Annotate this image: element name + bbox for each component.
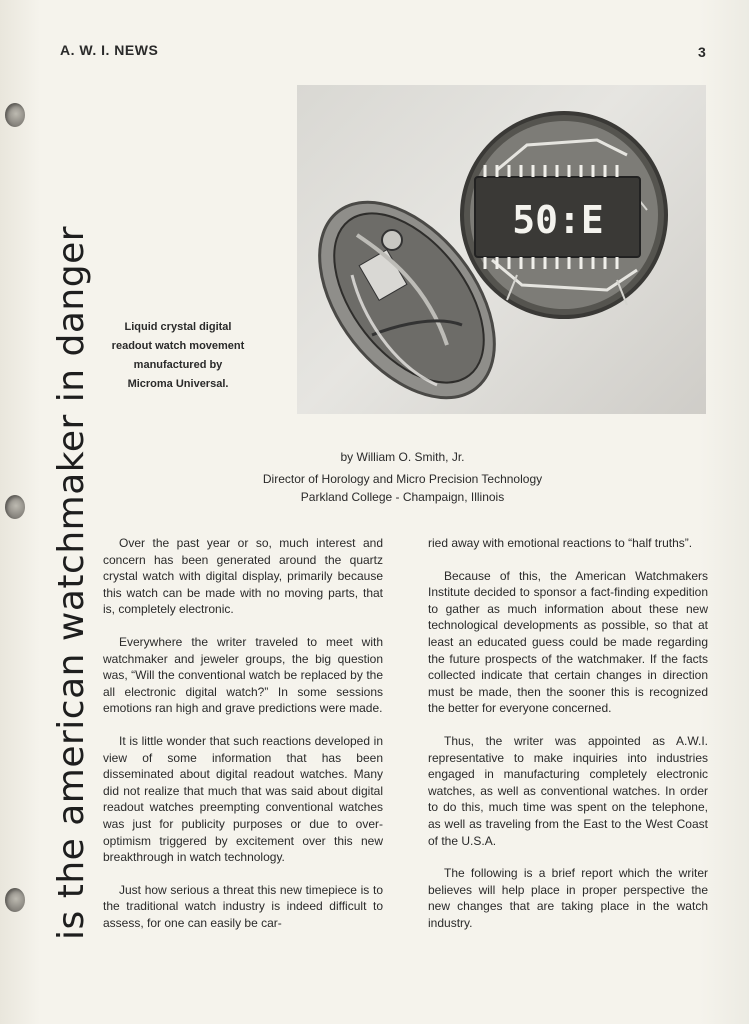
- page-number: 3: [698, 44, 706, 60]
- watch-movement-photo: [297, 85, 706, 414]
- author-title: Director of Horology and Micro Precision Technology: [262, 472, 543, 486]
- article-column-left: [103, 535, 383, 947]
- lcd-readout: 50:E: [512, 198, 604, 242]
- publication-header: A. W. I. NEWS: [60, 42, 159, 58]
- article-column-right: [428, 535, 708, 947]
- paragraph: ried away with emotional reactions to “half truths”.: [428, 536, 693, 550]
- binder-hole-bottom: [5, 888, 25, 912]
- paragraph: Everywhere the writer traveled to meet with watchmaker and jeweler groups, the big question was, “Will the conventional watch be replaced by the all electronic digital watch?” In some sessions emotions ran high and grave predictions were made.: [103, 634, 383, 716]
- caption-line: readout watch movement: [111, 340, 245, 352]
- article-title: is the american watchmaker in danger: [51, 225, 92, 940]
- caption-line: manufactured by: [133, 359, 223, 371]
- byline: [230, 448, 575, 506]
- paragraph: It is little wonder that such reactions developed in view of some information that has been disseminated about digital readout watches. Many did not realize that much that was said about digital readout watches preempting conventional watches was just for publicity purposes or due to over-optimism triggered by excitement over this new breakthrough in watch technology.: [103, 733, 383, 865]
- photo-caption: [100, 318, 256, 394]
- paragraph: Just how serious a threat this new timepiece is to the traditional watch industry is indeed difficult to assess, for one can easily be car-: [103, 882, 383, 930]
- author-affiliation: Parkland College - Champaign, Illinois: [300, 490, 505, 504]
- paragraph: Because of this, the American Watchmakers Institute decided to sponsor a fact-finding expedition to gather as much information about these new technological developments as possible, so that at least an educated guess could be made regarding the future prospects of the watchmaker. If the facts collected indicate that certain changes in direction must be made, then the sooner this is recognized the better for everyone concerned.: [428, 568, 708, 716]
- caption-line: Microma Universal.: [127, 378, 229, 390]
- paragraph: The following is a brief report which the writer believes will help place in proper perspective the new changes that are taking place in the watch industry.: [428, 866, 708, 930]
- paragraph: Thus, the writer was appointed as A.W.I. representative to make inquiries into industries engaged in manufacturing completely electronic watches, as well as conventional watches. In order to do this, much time was spent on the telephone, as well as traveling from the East to the West Coast of the U.S.A.: [428, 733, 708, 848]
- watch-module-face-view: [462, 113, 666, 317]
- binder-hole-middle: [5, 495, 25, 519]
- binder-hole-top: [5, 103, 25, 127]
- paragraph: Over the past year or so, much interest and concern has been generated around the quartz crystal watch with digital display, primarily because this watch can be made with no moving parts, that is, completely electronic.: [103, 536, 383, 617]
- author-name: by William O. Smith, Jr.: [340, 450, 465, 464]
- caption-line: Liquid crystal digital: [124, 321, 232, 333]
